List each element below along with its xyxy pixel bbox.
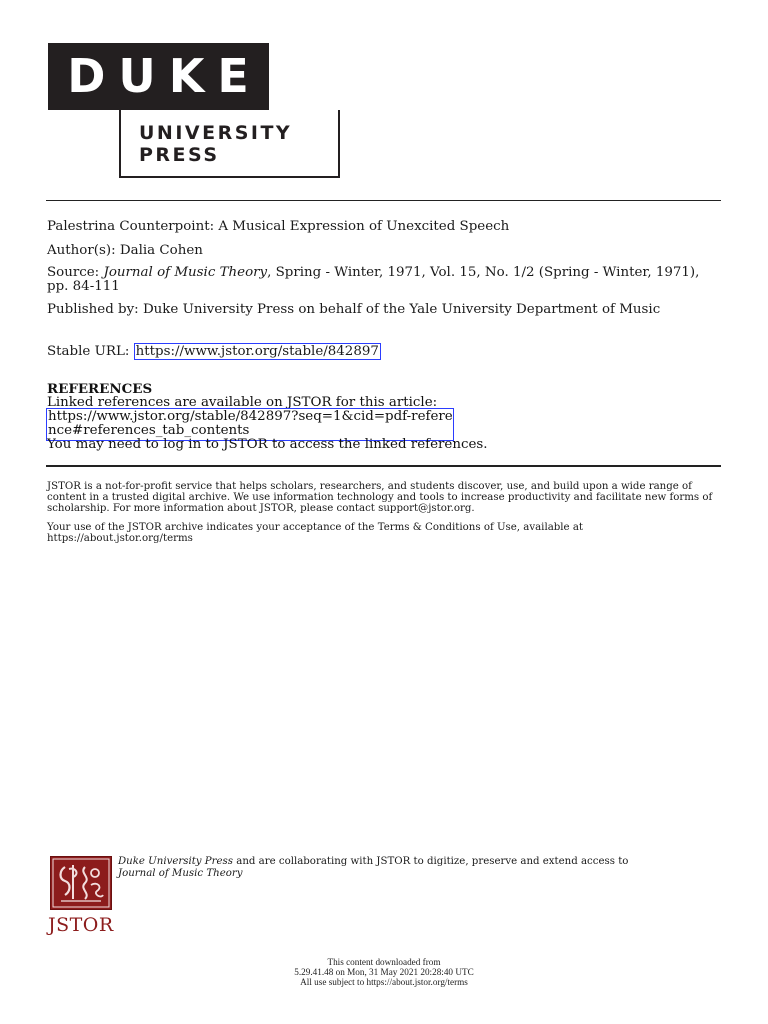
source-label: Source: (47, 265, 100, 280)
collab-journal: Journal of Music Theory (118, 868, 243, 879)
published-label: Published by: (47, 302, 139, 317)
footer-line-3: All use subject to https://about.jstor.org/terms (300, 977, 468, 987)
authors-line (47, 244, 707, 258)
references-note: You may need to log in to JSTOR to access the linked references. (47, 437, 488, 452)
published-line (47, 303, 707, 317)
footer-line-2: 5.29.41.48 on Mon, 31 May 2021 20:28:40 UTC (294, 967, 474, 977)
university-press-logo (119, 110, 340, 178)
references-intro: Linked references are available on JSTOR for this article: (47, 395, 438, 410)
download-footer (0, 957, 768, 987)
top-divider (46, 200, 721, 201)
logo-university-text: UNIVERSITY (139, 122, 293, 144)
collab-publisher: Duke University Press (118, 856, 234, 867)
middle-divider (46, 465, 721, 467)
logo-press-text: PRESS (139, 144, 220, 166)
footer-line-1: This content downloaded from (327, 957, 441, 967)
jstor-notice: JSTOR is a not-for-profit service that helps scholars, researchers, and students discover, use, and build upon a wide range of content in a trusted digital archive. We use information technology and tools to increase productivity and facilitate new forms of scholarship. For more information about JSTOR, please contact support@jstor.org. (47, 481, 713, 514)
source-journal: Journal of Music Theory (103, 265, 268, 280)
stable-url-label: Stable URL: (47, 344, 130, 359)
collab-middle: and are collaborating with JSTOR to digitize, preserve and extend access to (233, 856, 629, 867)
publisher-value: Duke University Press on behalf of the Yale University Department of Music (142, 302, 661, 317)
stable-url-line (47, 345, 707, 359)
authors-label: Author(s): (47, 243, 116, 258)
authors-value: Dalia Cohen (119, 243, 203, 258)
collaboration-statement (118, 856, 658, 880)
source-details: , Spring - Winter, 1971, Vol. 15, No. 1/2 (Spring - Winter, 1971), pp. 84-111 (47, 265, 700, 294)
references-heading: REFERENCES (47, 381, 153, 397)
references-link[interactable]: https://www.jstor.org/stable/842897?seq=1&cid=pdf-reference#references_tab_contents (46, 408, 454, 441)
jstor-wordmark: JSTOR (48, 914, 114, 936)
terms-notice: Your use of the JSTOR archive indicates your acceptance of the Terms & Conditions of Use, available at https://about.jstor.org/terms (47, 522, 583, 544)
duke-logo (48, 43, 269, 110)
logo-duke-text: DUKE (67, 49, 262, 103)
stable-url-link[interactable]: https://www.jstor.org/stable/842897 (135, 344, 379, 359)
jstor-logo-icon (50, 856, 112, 910)
article-title: Palestrina Counterpoint: A Musical Expression of Unexcited Speech (47, 219, 510, 234)
source-line (47, 266, 707, 294)
